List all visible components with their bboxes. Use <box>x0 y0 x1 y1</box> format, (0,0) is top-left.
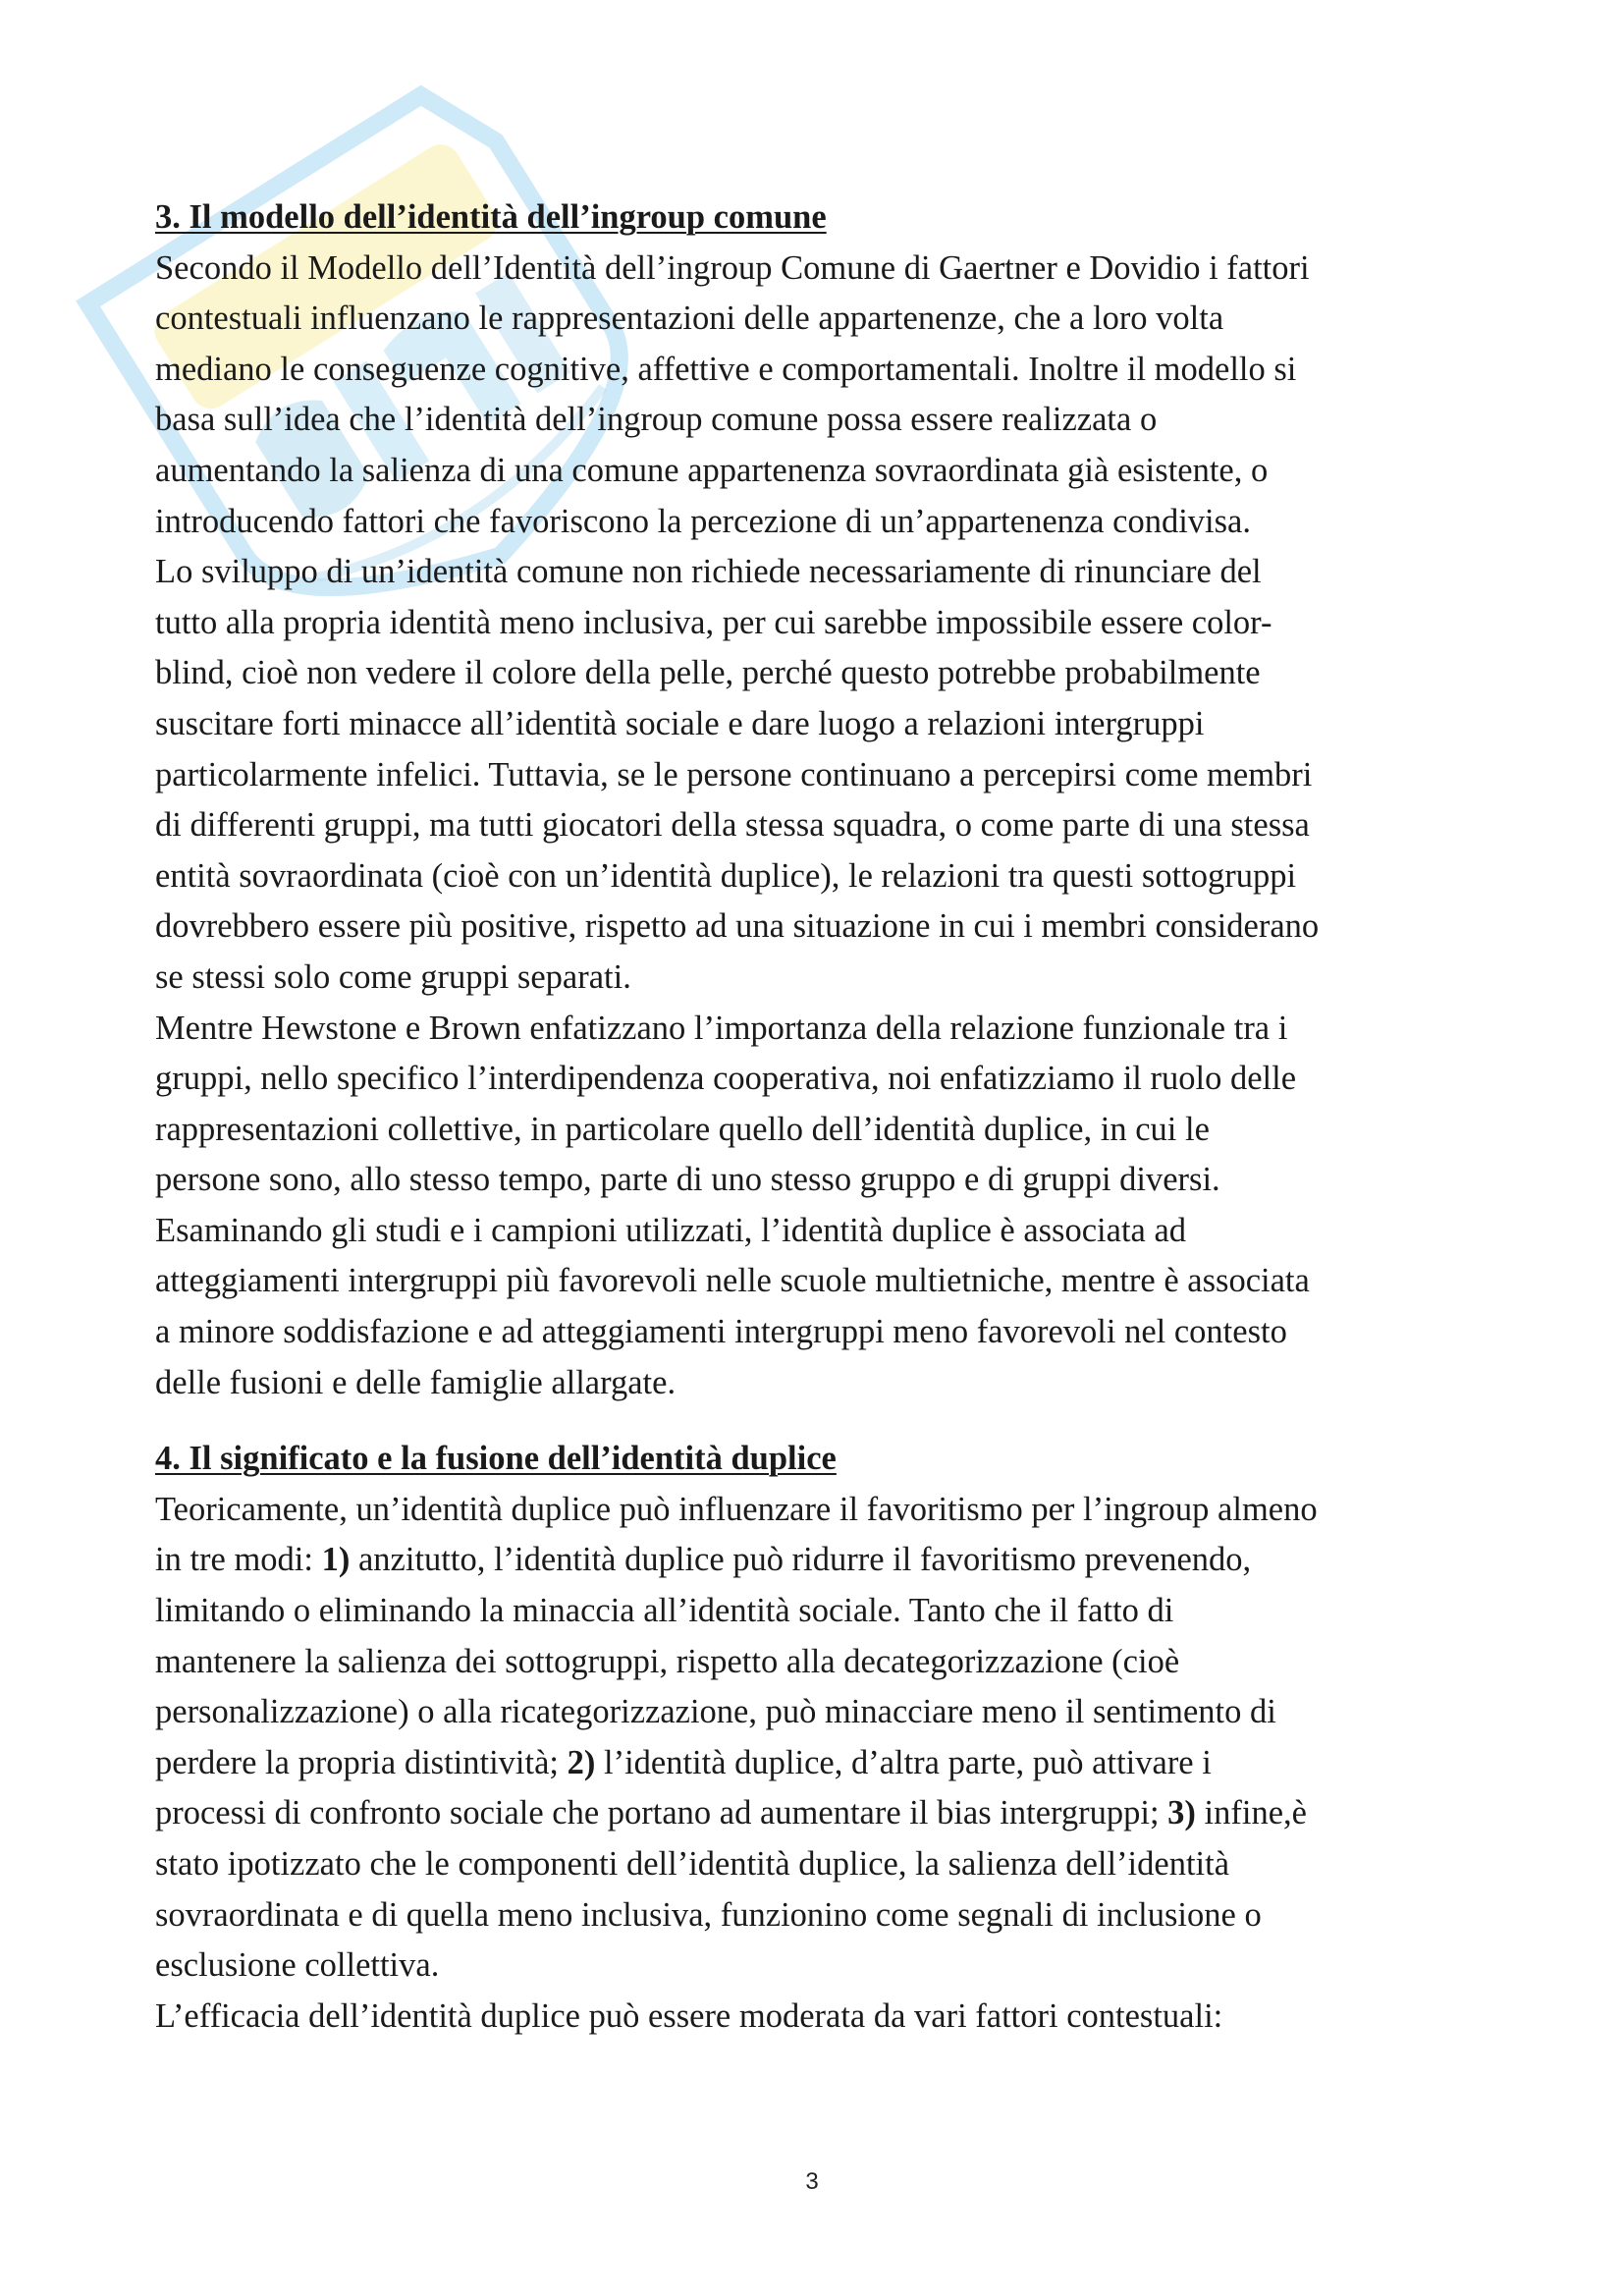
paragraph <box>155 547 1481 1003</box>
text-line: Secondo il Modello dell’Identità dell’ingroup Comune di Gaertner e Dovidio i fattori <box>155 248 1310 287</box>
text-line: se stessi solo come gruppi separati. <box>155 957 631 996</box>
text-line: basa sull’idea che l’identità dell’ingroup comune possa essere realizzata o <box>155 401 1158 439</box>
text-line: mantenere la salienza dei sottogruppi, rispetto alla decategorizzazione (cioè <box>155 1642 1180 1680</box>
list-marker: 2) <box>567 1743 596 1781</box>
paragraph <box>155 1992 1481 2043</box>
text-run: infine,è <box>1195 1794 1307 1832</box>
text-line <box>155 1535 1481 1586</box>
text-line: entità sovraordinata (cioè con un’identità duplice), le relazioni tra questi sottogruppi <box>155 856 1297 895</box>
text-line: dovrebbero essere più positive, rispetto ad una situazione in cui i membri considerano <box>155 907 1320 946</box>
text-line: gruppi, nello specifico l’interdipendenza cooperativa, noi enfatizziamo il ruolo delle <box>155 1060 1297 1098</box>
page-number: 3 <box>805 2168 819 2195</box>
page-content <box>155 192 1481 2042</box>
text-line: stato ipotizzato che le componenti dell’identità duplice, la salienza dell’identità <box>155 1845 1230 1883</box>
text-run: anzitutto, l’identità duplice può ridurre il favoritismo prevenendo, <box>350 1541 1252 1579</box>
text-line: di differenti gruppi, ma tutti giocatori della stessa squadra, o come parte di una stessa <box>155 806 1310 845</box>
list-marker: 1) <box>321 1541 351 1579</box>
text-run: in tre modi: <box>155 1541 322 1579</box>
text-line <box>155 1738 1481 1789</box>
paragraph <box>155 1004 1481 1409</box>
text-run: processi di confronto sociale che portano ad aumentare il bias intergruppi; <box>155 1794 1168 1832</box>
section-heading-4: 4. Il significato e la fusione dell’identità duplice <box>155 1440 837 1478</box>
text-line: atteggiamenti intergruppi più favorevoli nelle scuole multietniche, mentre è associata <box>155 1262 1310 1300</box>
text-line: contestuali influenzano le rappresentazioni delle appartenenze, che a loro volta <box>155 300 1224 338</box>
text-line: Teoricamente, un’identità duplice può influenzare il favoritismo per l’ingroup almeno <box>155 1490 1318 1528</box>
text-line: Mentre Hewstone e Brown enfatizzano l’importanza della relazione funzionale tra i <box>155 1009 1288 1047</box>
section-heading-3: 3. Il modello dell’identità dell’ingroup comune <box>155 198 827 236</box>
text-line: personalizzazione) o alla ricategorizzazione, può minacciare meno il sentimento di <box>155 1693 1276 1731</box>
text-line: persone sono, allo stesso tempo, parte di uno stesso gruppo e di gruppi diversi. <box>155 1161 1220 1199</box>
text-line: a minore soddisfazione e ad atteggiamenti intergruppi meno favorevoli nel contesto <box>155 1313 1287 1351</box>
text-line: L’efficacia dell’identità duplice può essere moderata da vari fattori contestuali: <box>155 1996 1223 2035</box>
text-line: particolarmente infelici. Tuttavia, se le persone continuano a percepirsi come membri <box>155 755 1313 793</box>
text-line: blind, cioè non vedere il colore della pelle, perché questo potrebbe probabilmente <box>155 654 1261 692</box>
text-run: l’identità duplice, d’altra parte, può attivare i <box>595 1743 1212 1781</box>
paragraph <box>155 244 1481 548</box>
paragraph <box>155 1485 1481 1992</box>
text-line: sovraordinata e di quella meno inclusiva, funzionino come segnali di inclusione o <box>155 1895 1262 1934</box>
text-line: esclusione collettiva. <box>155 1946 440 1985</box>
text-line: limitando o eliminando la minaccia all’identità sociale. Tanto che il fatto di <box>155 1592 1174 1630</box>
text-line: delle fusioni e delle famiglie allargate. <box>155 1363 677 1401</box>
text-line: suscitare forti minacce all’identità sociale e dare luogo a relazioni intergruppi <box>155 704 1205 742</box>
text-line: introducendo fattori che favoriscono la percezione di un’appartenenza condivisa. <box>155 502 1251 540</box>
list-marker: 3) <box>1167 1794 1196 1832</box>
text-line: rappresentazioni collettive, in particolare quello dell’identità duplice, in cui le <box>155 1110 1210 1148</box>
text-line: aumentando la salienza di una comune appartenenza sovraordinata già esistente, o <box>155 451 1269 489</box>
text-line: tutto alla propria identità meno inclusiva, per cui sarebbe impossibile essere color- <box>155 603 1272 641</box>
text-line <box>155 1788 1481 1839</box>
text-line: Lo sviluppo di un’identità comune non richiede necessariamente di rinunciare del <box>155 553 1262 591</box>
text-line: Esaminando gli studi e i campioni utilizzati, l’identità duplice è associata ad <box>155 1211 1187 1249</box>
text-line: mediano le conseguenze cognitive, affettive e comportamentali. Inoltre il modello si <box>155 350 1297 388</box>
text-run: perdere la propria distintività; <box>155 1743 568 1781</box>
